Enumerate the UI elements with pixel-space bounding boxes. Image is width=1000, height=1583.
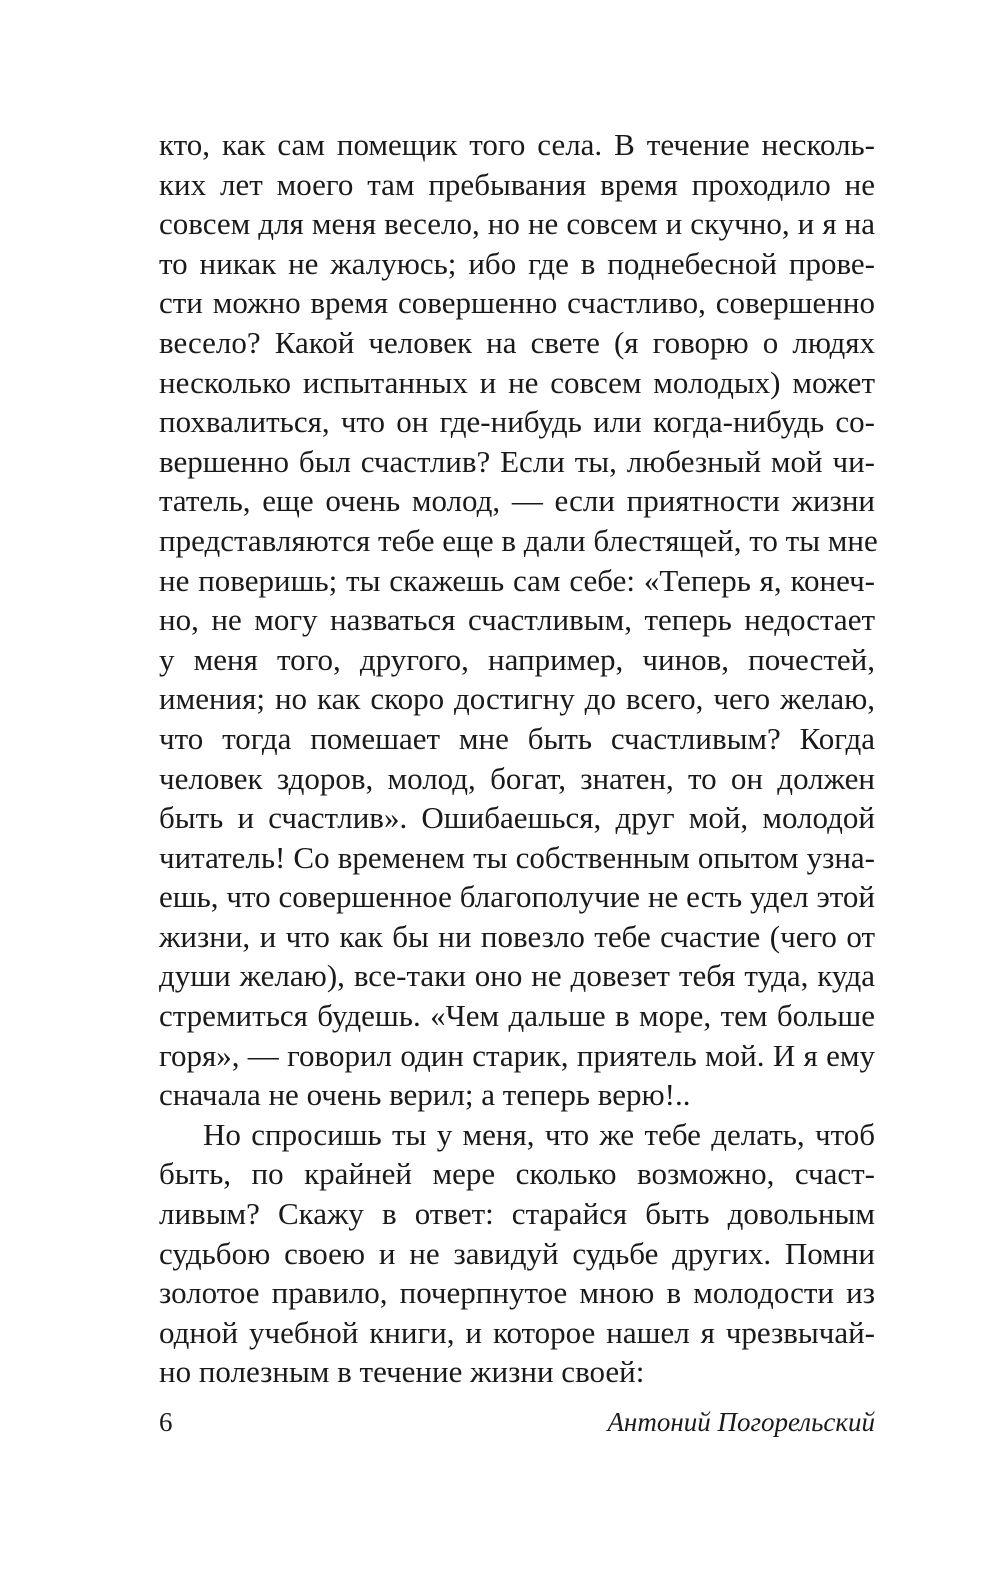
text-line: ешь, что совершенное благополучие не есть удел этой bbox=[159, 879, 875, 915]
body-text bbox=[159, 125, 878, 1392]
text-line: горя», — говорил один старик, приятель мой. И я ему bbox=[159, 1037, 875, 1073]
text-line: быть и счастлив». Ошибаешься, друг мой, молодой bbox=[159, 800, 875, 836]
text-line: вершенно был счастлив? Если ты, любезный мой чи- bbox=[159, 443, 875, 479]
text-line: то никак не жалуюсь; ибо где в поднебесной прове- bbox=[159, 245, 875, 281]
page-number: 6 bbox=[159, 1407, 173, 1437]
paragraph-2 bbox=[159, 1115, 875, 1392]
paragraph-1 bbox=[159, 125, 878, 1115]
text-line: быть, по крайней мере сколько возможно, счаст- bbox=[159, 1156, 875, 1192]
page-footer bbox=[159, 1402, 875, 1442]
text-line: похвалиться, что он где-нибудь или когда-нибудь со- bbox=[159, 404, 875, 440]
text-line: у меня того, другого, например, чинов, почестей, bbox=[159, 641, 875, 677]
text-line: жизни, и что как бы ни повезло тебе счастие (чего от bbox=[159, 918, 875, 954]
text-line: но, не могу назваться счастливым, теперь недостает bbox=[159, 602, 875, 638]
text-line: что тогда помешает мне быть счастливым? Когда bbox=[159, 720, 875, 756]
text-line: ливым? Скажу в ответ: старайся быть довольным bbox=[159, 1196, 875, 1232]
text-line: судьбою своею и не завидуй судьбе других. Помни bbox=[159, 1235, 875, 1271]
text-line: ких лет моего там пребывания время проходило не bbox=[159, 166, 875, 202]
text-line: но полезным в течение жизни своей: bbox=[159, 1354, 645, 1390]
text-line: одной учебной книги, и которое нашел я чрезвычай- bbox=[159, 1314, 875, 1350]
text-line: несколько испытанных и не совсем молодых) может bbox=[159, 364, 875, 400]
text-line: совсем для меня весело, но не совсем и скучно, и я на bbox=[159, 206, 875, 242]
text-line: сначала не очень верил; а теперь верю!.. bbox=[159, 1077, 691, 1113]
text-line: стремиться будешь. «Чем дальше в море, тем больше bbox=[159, 998, 875, 1034]
text-line: сти можно время совершенно счастливо, совершенно bbox=[159, 285, 875, 321]
text-line: представляются тебе еще в дали блестящей, то ты мне bbox=[159, 522, 878, 558]
text-line: кто, как сам помещик того села. В течение несколь- bbox=[159, 127, 875, 162]
text-line: имения; но как скоро достигну до всего, чего желаю, bbox=[159, 681, 875, 717]
text-line: татель, еще очень молод, — если приятности жизни bbox=[159, 483, 875, 519]
running-footer-author: Антоний Погорельский bbox=[607, 1407, 875, 1437]
text-line: Но спросишь ты у меня, что же тебе делать, чтоб bbox=[203, 1116, 875, 1152]
text-line: золотое правило, почерпнутое мною в молодости из bbox=[159, 1275, 875, 1311]
text-line: читатель! Со временем ты собственным опытом узна- bbox=[159, 839, 875, 875]
text-line: весело? Какой человек на свете (я говорю о людях bbox=[159, 324, 875, 360]
text-line: души желаю), все-таки оно не довезет тебя туда, куда bbox=[159, 958, 875, 994]
text-line: не поверишь; ты скажешь сам себе: «Теперь я, конеч- bbox=[159, 562, 875, 598]
text-line: человек здоров, молод, богат, знатен, то он должен bbox=[159, 760, 875, 796]
